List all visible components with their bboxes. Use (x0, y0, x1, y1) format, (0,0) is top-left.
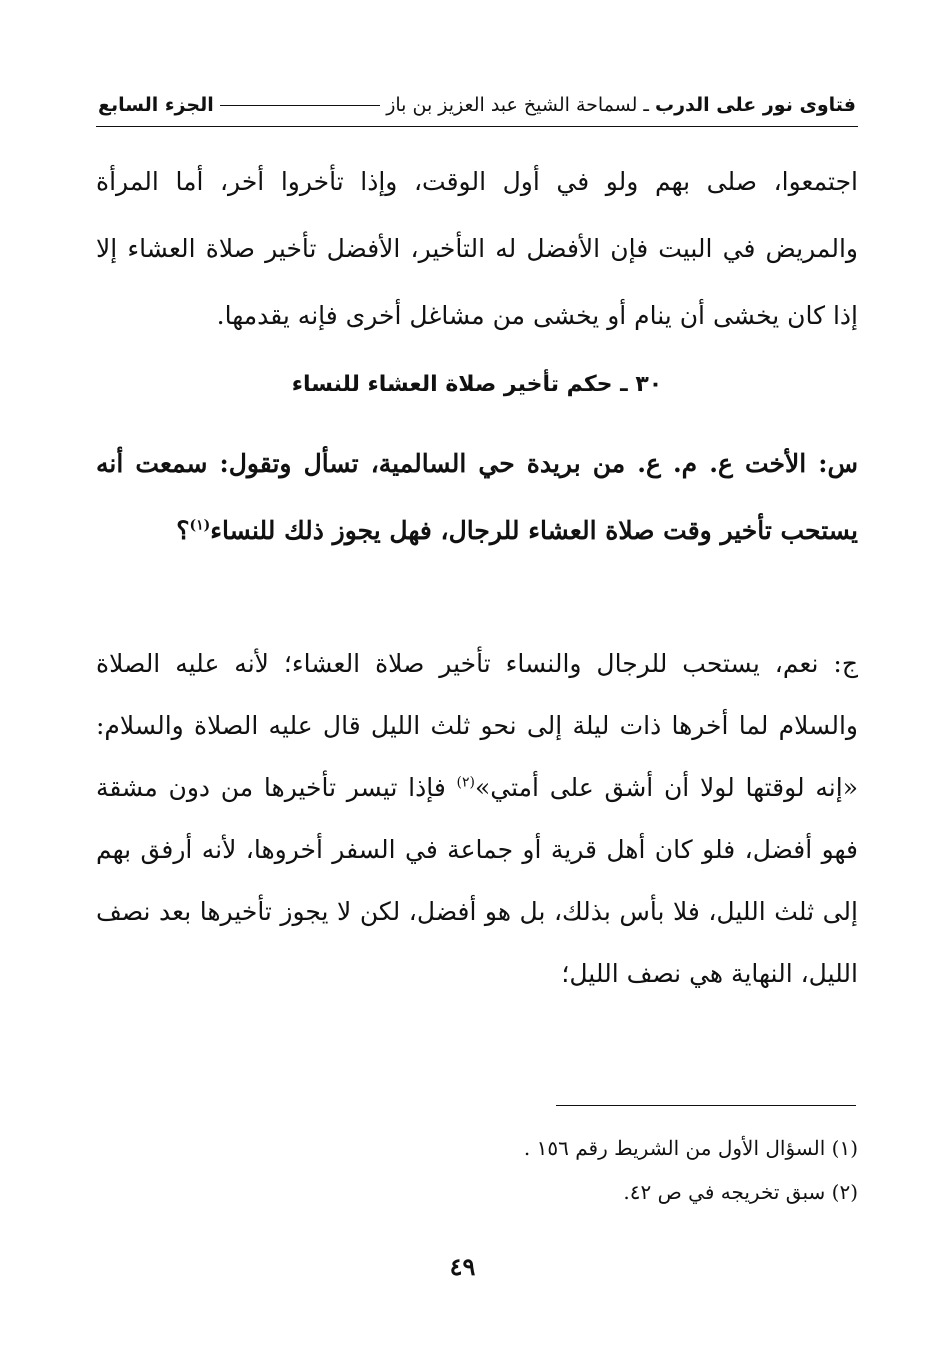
author-name: لسماحة الشيخ عبد العزيز بن باز (386, 94, 638, 116)
footnotes (96, 1126, 858, 1214)
answer-paragraph (96, 633, 858, 1005)
footnote-1: (١) السؤال الأول من الشريط رقم ١٥٦ . (523, 1136, 858, 1160)
question-text: س: الأخت ع. م. ع. من بريدة حي السالمية، تسأل وتقول: سمعت أنه يستحب تأخير وقت صلاة العشاء للرجال، فهل يجوز ذلك للنساء (96, 449, 858, 545)
footnote-ref-2[interactable]: (٢) (456, 774, 475, 791)
header-separator: ـ (643, 94, 649, 116)
question-paragraph (96, 430, 858, 564)
volume-part: الجزء السابع (98, 94, 214, 116)
header-dash-rule (220, 105, 381, 106)
intro-paragraph: اجتمعوا، صلى بهم ولو في أول الوقت، وإذا تأخروا أخر، أما المرأة والمريض في البيت فإن الأفضل له التأخير، الأفضل تأخير صلاة العشاء إلا إذا كان يخشى أن ينام أو يخشى من مشاغل أخرى فإنه يقدمها. (96, 167, 858, 330)
header-divider (96, 126, 858, 127)
footnote-divider (556, 1105, 856, 1106)
footnote-ref-1[interactable]: (١) (189, 517, 211, 534)
question-end-mark: ؟ (176, 516, 190, 545)
page-number: ٤٩ (449, 1252, 476, 1281)
footnote-2: (٢) سبق تخريجه في ص ٤٢. (623, 1180, 858, 1204)
answer-text-part1: ج: نعم، يستحب للرجال والنساء تأخير صلاة العشاء؛ لأنه عليه الصلاة والسلام لما أخرها ذات ليلة إلى نحو ثلث الليل قال عليه الصلاة والسلام: «إنه لوقتها لولا أن أشق على أمتي» (96, 649, 858, 802)
book-title: فتاوى نور على الدرب (655, 94, 856, 116)
answer-text-part2: فإذا تيسر تأخيرها من دون مشقة فهو أفضل، فلو كان أهل قرية أو جماعة في السفر أخروها، لأنه أرفق بهم إلى ثلث الليل، فلا بأس بذلك، بل هو أفضل، لكن لا يجوز تأخيرها بعد نصف الليل، النهاية هي نصف الليل؛ (96, 773, 858, 988)
running-header (98, 86, 856, 124)
section-title: ٣٠ ـ حكم تأخير صلاة العشاء للنساء (291, 372, 663, 397)
